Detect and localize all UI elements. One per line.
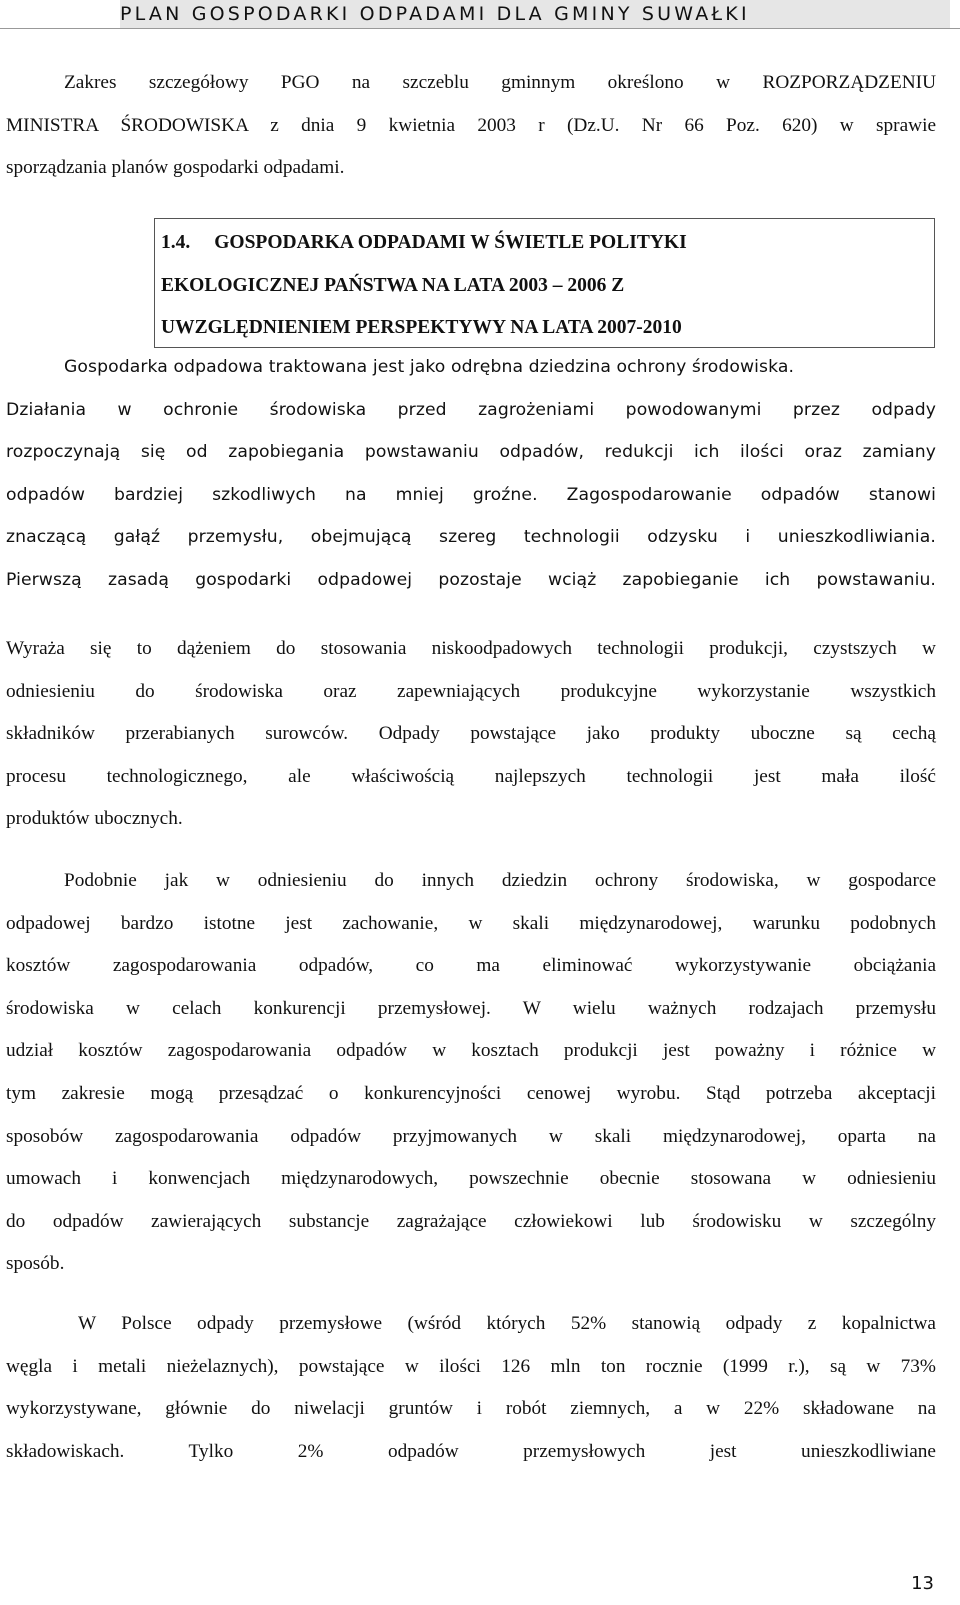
running-header: [120, 0, 950, 28]
paragraph-line: umowach i konwencjach międzynarodowych, powszechnie obecnie stosowana w odniesieniu: [6, 1168, 936, 1190]
paragraph-line: produktów ubocznych.: [6, 808, 183, 830]
intro-line: sporządzania planów gospodarki odpadami.: [6, 157, 345, 179]
section-heading-line: [161, 222, 931, 265]
paragraph-line: Wyraża się to dążeniem do stosowania niskoodpadowych technologii produkcji, czystszych w: [6, 638, 936, 659]
paragraph-line: odpadowej bardzo istotne jest zachowanie, w skali międzynarodowej, warunku podobnych: [6, 912, 936, 934]
page-number: 13: [911, 1573, 934, 1594]
section-number: 1.4.: [161, 232, 191, 253]
paragraph-1-serif: [6, 628, 936, 841]
paragraph-line: procesu technologicznego, ale właściwością najlepszych technologii jest mała ilość: [6, 765, 936, 787]
paragraph-line: węgla i metali nieżelaznych), powstające w ilości 126 mln ton rocznie (1999 r.), są w 73%: [6, 1355, 936, 1377]
paragraph-line: sposób.: [6, 1253, 65, 1275]
intro-paragraph: [6, 62, 936, 190]
paragraph-line: sposobów zagospodarowania odpadów przyjmowanych w skali międzynarodowej, oparta na: [6, 1125, 936, 1147]
paragraph-1-sans: [6, 346, 936, 602]
running-header-title: PLAN GOSPODARKI ODPADAMI DLA GMINY SUWAŁKI: [120, 3, 750, 25]
paragraph-line: Działania w ochronie środowiska przed zagrożeniami powodowanymi przez odpady: [6, 399, 936, 420]
paragraph-line: udział kosztów zagospodarowania odpadów w kosztach produkcji jest poważny i różnice w: [6, 1040, 936, 1062]
paragraph-line: Gospodarka odpadowa traktowana jest jako odrębna dziedzina ochrony środowiska.: [64, 357, 795, 377]
paragraph-line: do odpadów zawierających substancje zagrażające człowiekowi lub środowisku w szczególny: [6, 1210, 936, 1232]
paragraph-line: składników przerabianych surowców. Odpady powstające jako produkty uboczne są cechą: [6, 723, 936, 745]
paragraph-line: Pierwszą zasadą gospodarki odpadowej pozostaje wciąż zapobieganie ich powstawaniu.: [6, 569, 936, 590]
paragraph-line: rozpoczynają się od zapobiegania powstawaniu odpadów, redukcji ich ilości oraz zamiany: [6, 442, 936, 463]
paragraph-2: [6, 860, 936, 1286]
intro-line: Zakres szczegółowy PGO na szczeblu gminnym określono w ROZPORZĄDZENIU: [64, 72, 936, 93]
section-title-line: GOSPODARKA ODPADAMI W ŚWIETLE POLITYKI: [214, 232, 687, 253]
section-title-line: UWZGLĘDNIENIEM PERSPEKTYWY NA LATA 2007-2010: [161, 317, 682, 338]
paragraph-line: tym zakresie mogą przesądzać o konkurencyjności cenowej wyrobu. Stąd potrzeba akceptacji: [6, 1082, 936, 1104]
paragraph-line: znaczącą gałąź przemysłu, obejmującą szereg technologii odzysku i unieszkodliwiania.: [6, 527, 936, 548]
paragraph-line: środowiska w celach konkurencji przemysłowej. W wielu ważnych rodzajach przemysłu: [6, 997, 936, 1019]
paragraph-line: składowiskach. Tylko 2% odpadów przemysłowych jest unieszkodliwiane: [6, 1440, 936, 1462]
paragraph-line: Podobnie jak w odniesieniu do innych dziedzin ochrony środowiska, w gospodarce: [64, 870, 936, 891]
paragraph-line: kosztów zagospodarowania odpadów, co ma eliminować wykorzystywanie obciążania: [6, 955, 936, 977]
paragraph-line: wykorzystywane, głównie do niwelacji gruntów i robót ziemnych, a w 22% składowane na: [6, 1398, 936, 1420]
paragraph-line: W Polsce odpady przemysłowe (wśród których 52% stanowią odpady z kopalnictwa: [78, 1313, 936, 1334]
paragraph-line: odniesieniu do środowiska oraz zapewniających produkcyjne wykorzystanie wszystkich: [6, 680, 936, 702]
paragraph-3: [6, 1303, 936, 1473]
intro-line: MINISTRA ŚRODOWISKA z dnia 9 kwietnia 2003 r (Dz.U. Nr 66 Poz. 620) w sprawie: [6, 114, 936, 136]
section-title-line: EKOLOGICZNEJ PAŃSTWA NA LATA 2003 – 2006 Z: [161, 274, 625, 296]
section-heading: [161, 222, 931, 350]
header-rule: [0, 28, 960, 29]
paragraph-line: odpadów bardziej szkodliwych na mniej groźne. Zagospodarowanie odpadów stanowi: [6, 484, 936, 505]
